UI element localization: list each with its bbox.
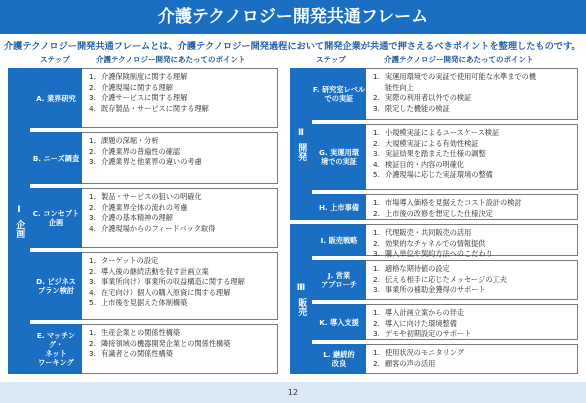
point-text: 導入計画立案からの伴走 (385, 308, 465, 317)
point-number: 1. (373, 348, 380, 357)
point-text: 導入に向けた環境整備 (385, 318, 457, 328)
left-step-3: C. コンセプト 企画 (30, 188, 82, 248)
left-step-1: A. 業界研究 (30, 68, 82, 128)
left-points-3 (82, 188, 278, 248)
point-number: 3. (89, 349, 96, 358)
point-text: 介護業界の普遍性の確認 (101, 146, 181, 156)
point-number: 2. (373, 318, 380, 328)
point-item (89, 328, 273, 339)
point-text: 代理販売・共同販売の活用 (385, 228, 472, 237)
point-number: 2. (373, 358, 380, 368)
point-text: 上市後の改修を想定した仕様決定 (385, 208, 493, 218)
point-text: 市場導入価格を見据えたコスト設計の検討 (385, 198, 522, 207)
point-text: 介護現場に関する理解 (101, 82, 173, 92)
point-text: 能性向上 (385, 82, 414, 92)
point-item (373, 83, 573, 94)
right-step-5: J. 営業 アプローチ (312, 260, 366, 300)
point-number: 1. (373, 128, 380, 137)
point-text: 介護現場からのフィードバック取得 (101, 223, 216, 233)
point-text: 上市後を見据えた体制構築 (101, 298, 188, 307)
point-text: 購入単位や契約方法へのこだわり (385, 249, 493, 258)
point-item (373, 139, 573, 150)
point-text: 使用状況のモニタリング (385, 348, 464, 357)
point-item (373, 308, 573, 319)
point-item (89, 277, 273, 288)
point-number: 2. (89, 82, 96, 92)
point-item (373, 319, 573, 330)
point-text: 介護現場に応じた実証環境の整備 (385, 170, 493, 179)
points-header: 介護テクノロジー開発にあたってのポイント (384, 55, 534, 64)
point-text: 顧客の声の活用 (385, 358, 436, 368)
point-item (89, 256, 273, 267)
point-text: 適格な期待値の設定 (385, 264, 450, 273)
point-item (89, 157, 273, 168)
left-points-4 (82, 252, 278, 320)
point-item (89, 83, 273, 94)
point-item (373, 93, 573, 104)
point-item (89, 192, 273, 203)
left-points-5 (82, 324, 278, 374)
right-step-4: I. 販売戦略 (312, 224, 366, 256)
phase-development (290, 68, 312, 220)
right-column-header (304, 52, 578, 66)
point-number: 5. (89, 298, 96, 307)
point-item (373, 198, 573, 209)
point-item (373, 209, 573, 220)
point-text: ターゲットの設定 (101, 256, 159, 265)
right-points-4 (366, 224, 578, 256)
point-text: 導入後の継続活動を促す計画立案 (101, 266, 209, 276)
point-item (373, 329, 573, 340)
point-number: 1. (89, 256, 96, 265)
phase-label: 企画 (14, 220, 25, 239)
point-text: 介護業界と他業界の違いの考慮 (101, 157, 202, 166)
left-column-header (8, 52, 282, 66)
phase-number: Ⅲ (296, 282, 306, 293)
point-number: 2. (373, 138, 380, 148)
point-item (89, 93, 273, 104)
point-item (89, 298, 273, 309)
point-item (89, 136, 273, 147)
step-header: ステップ (40, 55, 70, 64)
point-number: 2. (89, 338, 96, 348)
page-number: 12 (287, 388, 299, 397)
step-header: ステップ (316, 55, 346, 64)
point-text: 在宅向け）個人の購入原資に関する理解 (101, 287, 231, 297)
point-text: 限定した機能の検証 (385, 103, 450, 113)
left-step-2: B. ニーズ調査 (30, 132, 82, 184)
point-number: 1. (373, 308, 380, 317)
point-text: 隣接領域の機器開発企業との関係性構築 (101, 338, 231, 348)
point-item (373, 128, 573, 139)
left-points-2 (82, 132, 278, 184)
point-text: 課題の深堀・分析 (101, 136, 159, 145)
point-item (373, 264, 573, 275)
point-number: 4. (89, 223, 96, 233)
points-header: 介護テクノロジー開発にあたってのポイント (96, 55, 246, 64)
point-number: 4. (373, 159, 380, 169)
point-text: 検証目的・内容の明確化 (385, 159, 465, 169)
phase-sales (290, 224, 312, 374)
point-item (89, 349, 273, 360)
right-column (304, 52, 578, 66)
point-item (373, 359, 573, 370)
point-number: 1. (89, 136, 96, 145)
point-item (89, 288, 273, 299)
point-number: 2. (373, 208, 380, 218)
point-item (373, 275, 573, 286)
right-step-2: G. 実運用環 境での実証 (312, 124, 366, 190)
point-number: 3. (373, 149, 380, 158)
point-item (373, 239, 573, 250)
point-number: 3. (373, 329, 380, 338)
phase-number: Ⅱ (298, 127, 304, 138)
point-number: 1. (89, 72, 96, 81)
point-text: 介護保険制度に関する理解 (101, 72, 188, 81)
left-points-1 (82, 68, 278, 128)
point-number: 2. (89, 202, 96, 212)
point-number: 3. (89, 157, 96, 166)
point-number: 3. (89, 277, 96, 286)
point-item (373, 160, 573, 171)
point-number: 2. (373, 274, 380, 284)
point-item (373, 149, 573, 160)
footer (0, 382, 586, 403)
point-item (89, 213, 273, 224)
point-number: 5. (373, 170, 380, 179)
point-number: 2. (373, 238, 380, 248)
right-step-6: K. 導入支援 (312, 304, 366, 340)
point-item (89, 224, 273, 235)
right-points-5 (366, 260, 578, 300)
point-text: 介護サービスに関する理解 (101, 93, 188, 102)
point-number: 3. (89, 213, 96, 222)
point-item (373, 348, 573, 359)
point-item (89, 147, 273, 158)
point-text: デモや初期設定のサポート (385, 329, 472, 338)
left-step-4: D. ビジネス プラン検討 (30, 252, 82, 320)
point-item (373, 249, 573, 260)
point-number: 1. (373, 72, 380, 81)
phase-label: 開発 (296, 143, 307, 162)
point-text: 実証結果を踏まえた仕様の調整 (385, 149, 486, 158)
point-text: 介護業界全体の流れの考慮 (101, 202, 188, 212)
point-number: 2. (373, 93, 380, 102)
point-item (89, 267, 273, 278)
right-points-3 (366, 194, 578, 220)
point-text: 事業所向け）事業所の収益構造に関する理解 (101, 277, 245, 286)
point-text: 有識者との関係性構築 (101, 349, 173, 358)
right-step-3: H. 上市事備 (312, 194, 366, 220)
point-number: 3. (373, 285, 380, 294)
point-item (373, 285, 573, 296)
right-step-1: F. 研究室レベル での実証 (312, 68, 366, 120)
point-text: 大規模実証による有効性検証 (385, 138, 479, 148)
right-points-1 (366, 68, 578, 120)
point-text: 事業所の補助金獲得のサポート (385, 285, 486, 294)
point-number: 3. (373, 249, 380, 258)
point-item (373, 170, 573, 181)
point-number: 1. (373, 198, 380, 207)
point-number: 4. (89, 103, 96, 113)
point-text: 製品・サービスの狙いの明確化 (101, 192, 202, 201)
page-subtitle: 介護テクノロジー開発共通フレームとは、介護テクノロジー開発過程において開発企業が共通で押さえるべきポイントを整理したものです。 (4, 41, 581, 52)
phase-number: Ⅰ (17, 204, 21, 215)
point-item (89, 104, 273, 115)
right-points-6 (366, 304, 578, 340)
point-number: 1. (373, 228, 380, 237)
point-text: 実運用環境での実証で使用可能な水準までの機 (385, 72, 536, 81)
phase-planning (8, 68, 30, 374)
right-step-7: L. 継続的 改良 (312, 344, 366, 374)
point-text: 伝える相手に応じたメッセージの工夫 (385, 274, 507, 284)
right-points-7 (366, 344, 578, 374)
right-points-2 (366, 124, 578, 190)
point-item (373, 228, 573, 239)
point-number: 1. (89, 192, 96, 201)
phase-label: 販売 (296, 298, 307, 317)
left-step-5: E. マッチング・ ネット ワーキング (30, 324, 82, 374)
point-number: 2. (89, 146, 96, 156)
point-item (89, 203, 273, 214)
point-number: 4. (89, 287, 96, 297)
point-item (373, 104, 573, 115)
point-text: 実際の利用者以外での検証 (385, 93, 472, 102)
point-text: 介護の基本精神の理解 (101, 213, 173, 222)
point-item (89, 72, 273, 83)
page-title: 介護テクノロジー開発共通フレーム (0, 0, 586, 34)
point-text: 効果的なチャネルでの情報提供 (385, 238, 486, 248)
point-number: 2. (89, 266, 96, 276)
left-column (8, 52, 282, 66)
point-item (89, 339, 273, 350)
point-number: 3. (89, 93, 96, 102)
point-number: 1. (373, 264, 380, 273)
point-number: 3. (373, 103, 380, 113)
point-text: 生産企業との関係性構築 (101, 328, 181, 337)
point-number: 1. (89, 328, 96, 337)
point-text: 小規模実証によるユースケース検証 (385, 128, 500, 137)
point-item (373, 72, 573, 83)
point-text: 既存製品・サービスに関する理解 (101, 103, 209, 113)
